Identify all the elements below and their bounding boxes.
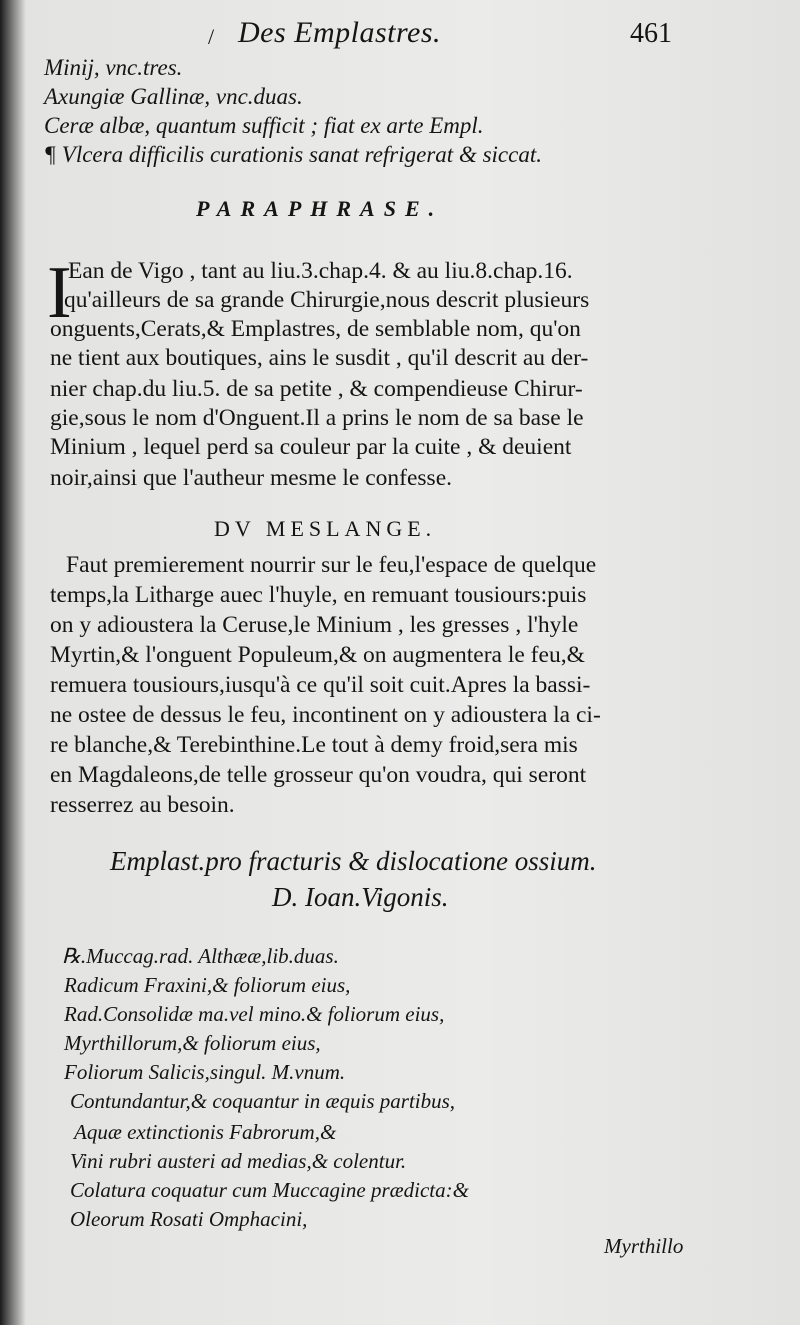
text-line: Minium , lequel perd sa couleur par la cuite , & deuient: [50, 434, 572, 460]
recipe-line: Contundantur,& coquantur in æquis partibus,: [70, 1089, 456, 1113]
text-line: onguents,Cerats,& Emplastres, de semblable nom, qu'on: [50, 316, 581, 342]
text-line: ne tient aux boutiques, ains le susdit , qu'il descrit au der-: [50, 345, 589, 371]
text-line: ne ostee de dessus le feu, incontinent on y adioustera la ci-: [50, 702, 601, 728]
recipe-line: Oleorum Rosati Omphacini,: [70, 1207, 308, 1231]
header-mark: /: [208, 24, 215, 49]
recipe-line: Radicum Fraxini,& foliorum eius,: [64, 973, 351, 997]
running-title: Des Emplastres.: [238, 16, 442, 49]
text-line: on y adioustera la Ceruse,le Minium , les gresses , l'hyle: [50, 612, 579, 638]
recipe-line: Ceræ albæ, quantum sufficit ; fiat ex arte Empl.: [44, 113, 484, 138]
drop-cap: I: [47, 252, 72, 334]
recipe-line: Vini rubri austeri ad medias,& colentur.: [70, 1149, 407, 1173]
recipe-line: Aquæ extinctionis Fabrorum,&: [74, 1120, 337, 1144]
text-line: re blanche,& Terebinthine.Le tout à demy froid,sera mis: [50, 732, 578, 758]
text-line: qu'ailleurs de sa grande Chirurgie,nous descrit plusieurs: [64, 287, 590, 313]
text-line: noir,ainsi que l'autheur mesme le confesse.: [50, 465, 453, 491]
text-line: remuera tousiours,iusqu'à ce qu'il soit cuit.Apres la bassi-: [50, 672, 591, 698]
recipe-line: Minij, vnc.tres.: [44, 55, 183, 80]
recipe-line: Foliorum Salicis,singul. M.vnum.: [64, 1060, 346, 1084]
page-number: 461: [630, 18, 672, 49]
text-line: nier chap.du liu.5. de sa petite , & compendieuse Chirur-: [50, 376, 583, 402]
recipe-line: Axungiæ Gallinæ, vnc.duas.: [44, 84, 303, 109]
meslange-heading: DV MESLANGE.: [214, 516, 437, 541]
recipe-title: Emplast.pro fracturis & dislocatione ossium.: [110, 846, 597, 876]
recipe-line: ¶ Vlcera difficilis curationis sanat refrigerat & siccat.: [44, 142, 542, 167]
text-line: resserrez au besoin.: [50, 792, 235, 818]
recipe-line: Myrthillorum,& foliorum eius,: [64, 1031, 321, 1055]
catchword: Myrthillo: [604, 1234, 684, 1258]
text-line: Myrtin,& l'onguent Populeum,& on augmentera le feu,&: [50, 642, 585, 668]
text-line: gie,sous le nom d'Onguent.Il a prins le nom de sa base le: [50, 405, 584, 431]
recipe-line: Colatura coquatur cum Muccagine prædicta:&: [70, 1178, 469, 1202]
paraphrase-heading: PARAPHRASE.: [196, 196, 444, 221]
recipe-author: D. Ioan.Vigonis.: [272, 882, 449, 912]
text-line: en Magdaleons,de telle grosseur qu'on voudra, qui seront: [50, 762, 587, 788]
recipe-line: Rad.Consolidæ ma.vel mino.& foliorum eius,: [64, 1002, 445, 1026]
page-header: [0, 10, 800, 50]
text-line: temps,la Litharge auec l'huyle, en remuant tousiours:puis: [50, 582, 587, 608]
text-line: Ean de Vigo , tant au liu.3.chap.4. & au liu.8.chap.16.: [68, 258, 573, 284]
recipe-line: ℞.Muccag.rad. Althææ,lib.duas.: [62, 944, 339, 968]
text-line: Faut premierement nourrir sur le feu,l'espace de quelque: [66, 552, 597, 578]
